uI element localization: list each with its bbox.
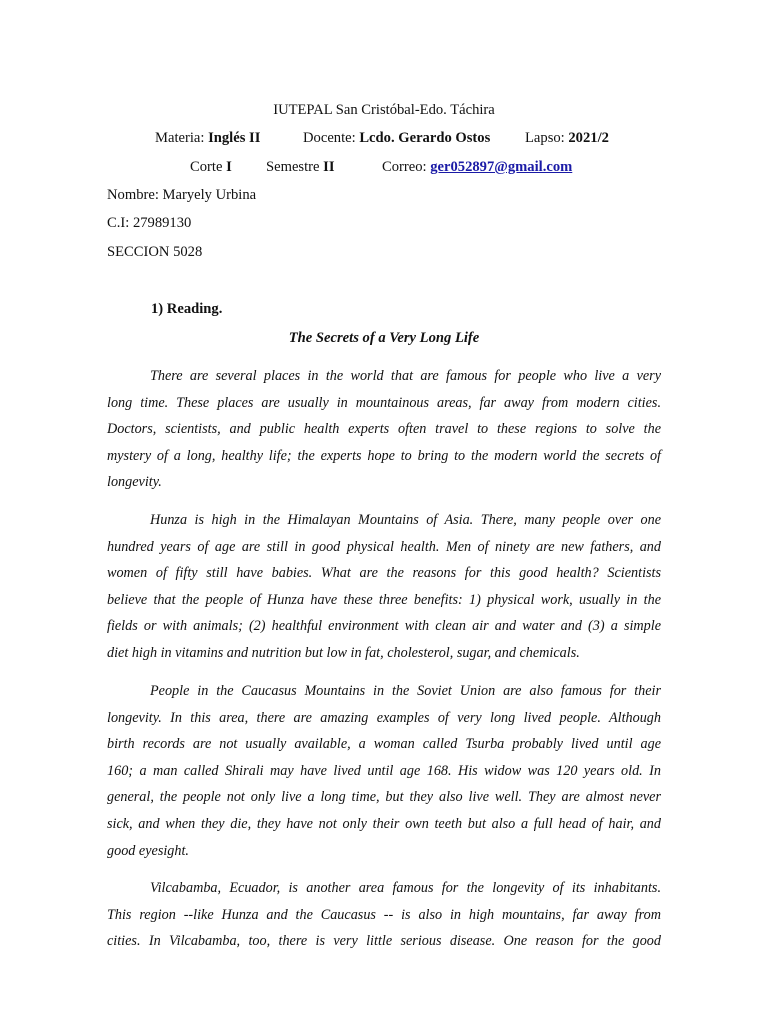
materia-field [155,129,260,147]
paragraph-line: cities. In Vilcabamba, too, there is very little serious disease. One reason for the good [107,933,661,950]
institution-name: IUTEPAL San Cristóbal-Edo. Táchira [273,102,495,118]
paragraph-line: longevity. In this area, there are amazing examples of very long lived people. Although [107,709,661,726]
paragraph-line: sick, and when they die, they have not only their own teeth but also a full head of hair, and [107,815,661,832]
student-name: Nombre: Maryely Urbina [107,187,257,203]
corte-value: I [226,159,232,175]
semestre-field [266,158,335,176]
paragraph-line: fields or with animals; (2) healthful environment with clean air and water and (3) a simple [107,618,661,635]
institution-line [0,101,768,119]
paragraph-line: general, the people not only live a long time, but they also live well. They are almost never [107,789,661,806]
paragraph-line: mystery of a long, healthy life; the experts hope to bring to the modern world the secrets of [107,447,661,464]
corte-field [190,158,232,176]
docente-value: Lcdo. Gerardo Ostos [359,130,491,146]
correo-label: Correo: [382,159,431,175]
materia-value: Inglés II [208,130,261,146]
lapso-field [525,129,609,147]
paragraph-1 [107,363,661,496]
paragraph-line: women of fifty still have babies. What are the reasons for this good health? Scientists [107,565,661,582]
paragraph-4 [107,875,661,955]
paragraph-line: believe that the people of Hunza have these three benefits: 1) physical work, usually in the [107,591,661,608]
paragraph-line: longevity. [107,474,162,491]
section-heading: 1) Reading. [151,301,223,317]
paragraph-line: Vilcabamba, Ecuador, is another area famous for the longevity of its inhabitants. [150,880,661,896]
lapso-label: Lapso: [525,130,569,146]
paragraph-line: long time. These places are usually in mountainous areas, far away from modern cities. [107,394,661,411]
semestre-label: Semestre [266,159,324,175]
email-link[interactable]: ger052897@gmail.com [430,159,573,175]
lapso-value: 2021/2 [568,130,609,146]
paragraph-line: People in the Caucasus Mountains in the Soviet Union are also famous for their [150,683,661,699]
paragraph-line: diet high in vitamins and nutrition but low in fat, cholesterol, sugar, and chemicals. [107,644,580,661]
paragraph-2 [107,507,661,667]
paragraph-line: This region --like Hunza and the Caucasus -- is also in high mountains, far away from [107,906,661,923]
corte-label: Corte [190,159,227,175]
paragraph-line: birth records are not usually available, a woman called Tsurba probably lived until age [107,736,661,753]
semestre-value: II [323,159,335,175]
student-ci: C.I: 27989130 [107,215,192,231]
docente-field [303,129,490,147]
reading-title: The Secrets of a Very Long Life [288,330,480,346]
paragraph-3 [107,678,661,864]
paragraph-line: There are several places in the world that are famous for people who live a very [150,368,661,384]
paragraph-line: good eyesight. [107,842,189,859]
docente-label: Docente: [303,130,360,146]
paragraph-line: hundred years of age are still in good physical health. Men of ninety are new fathers, and [107,538,661,555]
paragraph-line: Hunza is high in the Himalayan Mountains of Asia. There, many people over one [150,512,661,528]
paragraph-line: 160; a man called Shirali may have lived until age 168. His widow was 120 years old. In [107,762,661,779]
materia-label: Materia: [155,130,209,146]
student-section: SECCION 5028 [107,244,203,260]
paragraph-line: Doctors, scientists, and public health experts often travel to these regions to solve the [107,421,661,438]
correo-field [382,158,572,176]
